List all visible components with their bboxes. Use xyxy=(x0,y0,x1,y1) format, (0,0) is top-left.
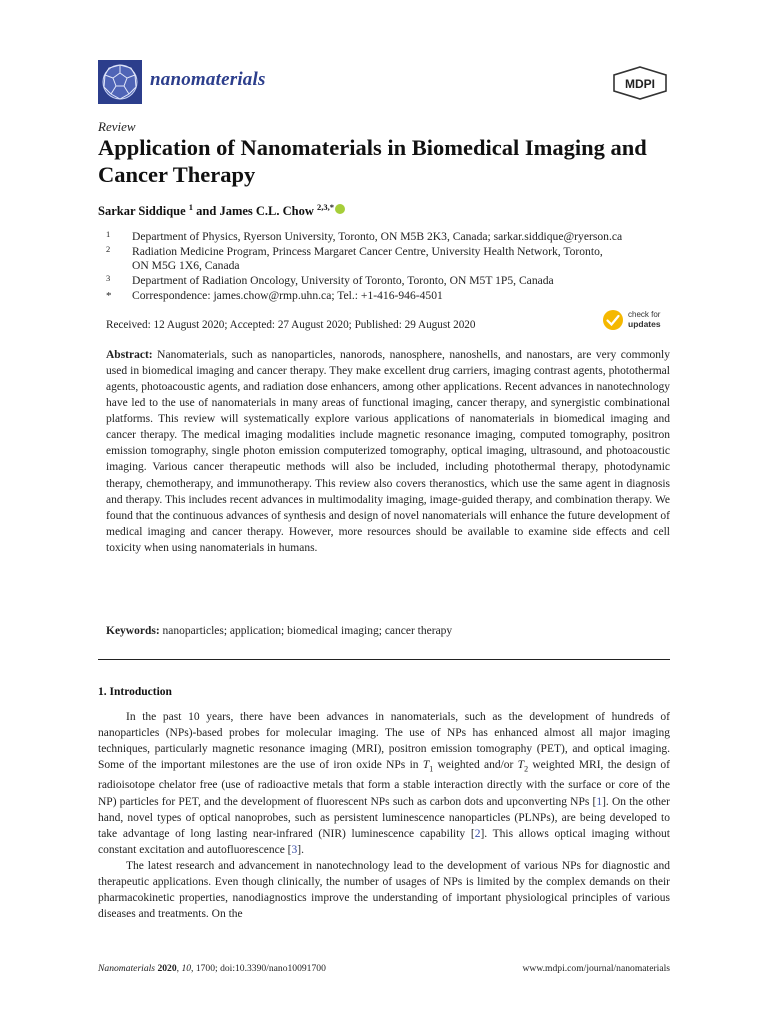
publication-dates: Received: 12 August 2020; Accepted: 27 August 2020; Published: 29 August 2020 xyxy=(106,319,476,331)
text-run: weighted and/or xyxy=(433,759,518,772)
citation-link[interactable]: 3 xyxy=(291,843,298,856)
text-run: In the past 10 years, there have been advances in nanomaterials, such as the development of hundreds of nanoparticles (NPs)-based probes for molecular imaging. The use of NPs has enhanced almost all major imaging techniques, particularly magnetic resonance imaging (MRI), positron emission tomography (PET), and optical imaging. Some of the important milestones are the use of iron oxide NPs in xyxy=(98,711,670,772)
author-affiliation-mark: 1 xyxy=(188,202,194,212)
abstract-text: Nanomaterials, such as nanoparticles, nanorods, nanosphere, nanoshells, and nanostars, are very commonly used in biomedical imaging and cancer therapy. They make excellent drug carriers, imaging contrast agents, photothermal agents, photoacoustic agents, and radiation dose enhancers, among other applications. Recent advances in nanotechnology have led to the use of nanomaterials in many areas of functional imaging, cancer therapy, and synergistic combinational platforms. This review will systematically explore various applications of nanomaterials in biomedical imaging and cancer therapy. The medical imaging modalities include magnetic resonance imaging, computed tomography, positron emission tomography, single photon emission computerized tomography, optical imaging, ultrasound, and photoacoustic imaging. Various cancer therapeutic methods will also be included, including photothermal therapy, photodynamic therapy, chemotherapy, and immunotherapy. This review also covers theranostics, which use the same agent in diagnosis and therapy. This includes recent advances in multimodality imaging, image-guided therapy, and combination therapy. We found that the continuous advances of synthesis and design of novel nanomaterials will enhance the future development of medical imaging and cancer therapy. However, more resources should be available to examine side effects and cell toxicity when using nanomaterials in humans. xyxy=(106,349,670,554)
affiliation-mark: 2 xyxy=(106,244,111,254)
author-joiner: and xyxy=(193,204,220,219)
citation-link[interactable]: 1 xyxy=(596,795,603,808)
abstract xyxy=(106,347,670,556)
check-for-updates-badge[interactable] xyxy=(602,307,682,333)
correspondence-mark: * xyxy=(106,290,112,302)
section-divider xyxy=(98,659,670,660)
check-updates-line1: check for xyxy=(628,310,661,319)
math-symbol: T xyxy=(422,759,430,772)
author-name[interactable]: James C.L. Chow xyxy=(219,204,314,219)
text-run: ]. On the other hand, novel types of optical nanoprobes, such as persistent luminescence nanoparticles (PLNPs), are being developed to take advantage of long lasting near-infrared (NIR) luminescence capability [ xyxy=(98,795,670,840)
keywords xyxy=(106,625,452,637)
footer-citation: Nanomaterials 2020, 10, 1700; doi:10.3390/nano10091700 xyxy=(98,963,326,974)
affiliation-text: Department of Physics, Ryerson University, Toronto, ON M5B 2K3, Canada; sarkar.siddique@ryerson.ca xyxy=(132,230,623,243)
publisher-name: MDPI xyxy=(625,77,655,91)
affiliation-text: Department of Radiation Oncology, University of Toronto, Toronto, ON M5T 1P5, Canada xyxy=(132,274,554,287)
footer-year: 2020 xyxy=(157,963,177,974)
text-run: ]. xyxy=(297,843,304,856)
affiliation-text: ON M5G 1X6, Canada xyxy=(132,259,240,272)
author-affiliation-mark: 2,3,* xyxy=(317,202,335,212)
affiliation-text: Radiation Medicine Program, Princess Margaret Cancer Centre, University Health Network, Toronto, xyxy=(132,245,603,258)
journal-name: nanomaterials xyxy=(150,69,266,90)
orcid-icon[interactable] xyxy=(335,204,345,214)
math-subscript: 2 xyxy=(524,764,529,774)
keywords-label: Keywords: xyxy=(106,625,160,637)
paragraph xyxy=(98,709,670,858)
footer-doi: , 1700; doi:10.3390/nano10091700 xyxy=(191,963,326,974)
keywords-text: nanoparticles; application; biomedical imaging; cancer therapy xyxy=(162,625,453,637)
author-list xyxy=(98,202,345,219)
article-type: Review xyxy=(98,119,136,134)
mdpi-logo-icon xyxy=(612,66,668,100)
correspondence-text: Correspondence: james.chow@rmp.uhn.ca; Tel.: +1-416-946-4501 xyxy=(132,289,443,302)
math-symbol: T xyxy=(517,759,525,772)
abstract-label: Abstract: xyxy=(106,349,153,361)
section-heading: 1. Introduction xyxy=(98,686,172,698)
footer-journal: Nanomaterials xyxy=(98,963,156,974)
citation-link[interactable]: 2 xyxy=(474,827,481,840)
article-title: Application of Nanomaterials in Biomedical Imaging and Cancer Therapy xyxy=(98,135,647,187)
author-name[interactable]: Sarkar Siddique xyxy=(98,204,186,219)
journal-logo-icon xyxy=(98,60,142,104)
introduction-body xyxy=(98,709,670,922)
footer-url-link[interactable]: www.mdpi.com/journal/nanomaterials xyxy=(522,963,670,974)
paragraph: The latest research and advancement in nanotechnology lead to the development of various NPs for diagnostic and therapeutic applications. Even though clinically, the number of usages of NPs is limited by the complex demands on their pharmacokinetic properties, nanodiagnostics improve the understanding of important physiological principles of various diseases and treatments. On the xyxy=(98,859,670,920)
check-updates-line2: updates xyxy=(628,319,661,329)
math-subscript: 1 xyxy=(429,764,434,774)
text-run: ]. This allows optical imaging without constant excitation and autofluorescence [ xyxy=(98,827,670,856)
footer-volume: 10 xyxy=(181,963,192,974)
affiliation-mark: 3 xyxy=(106,273,111,283)
text-run: weighted MRI, the design of radioisotope chelator free (use of radioactive metals that form a stable interaction directly with the surface or core of the NP) particles for PET, and the development of fluorescent NPs such as carbon dots and upconverting NPs [ xyxy=(98,759,670,808)
affiliation-mark: 1 xyxy=(106,229,111,239)
